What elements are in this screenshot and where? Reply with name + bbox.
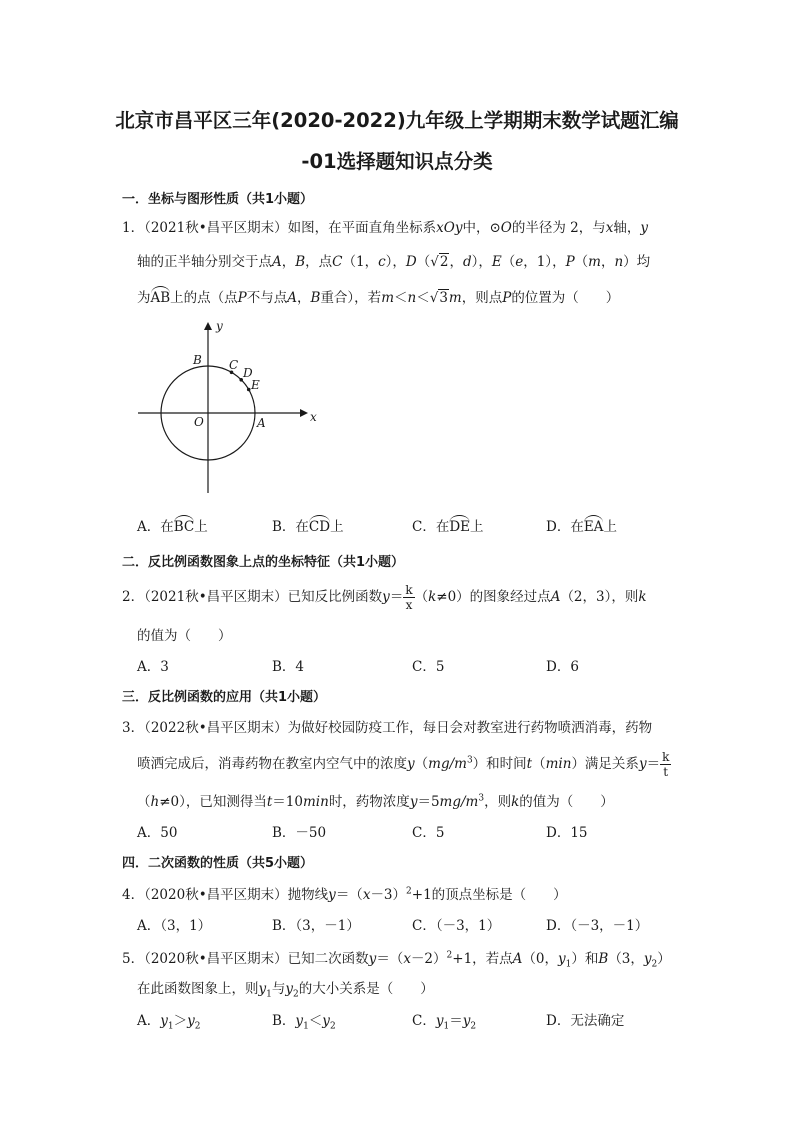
q1-number: 1． [122,220,145,236]
q1-option-b[interactable]: B．在CD上 [272,519,344,535]
fraction-k-over-t: $\frac{k}{t}$ [662,750,670,779]
q4-option-d[interactable]: D．（－3，－1） [546,918,649,934]
q1-option-c[interactable]: C．在DE上 [412,519,484,535]
q5-option-b[interactable]: B．$y_1<y_2$ [272,1013,336,1032]
page-title-line2: -01选择题知识点分类 [301,150,493,173]
y-axis-arrow-icon [204,322,212,330]
q1-option-d[interactable]: D．在EA上 [546,519,617,535]
q2-option-d[interactable]: D．6 [546,659,579,675]
q1-line1: 1．（2021秋•昌平区期末）如图，在平面直角坐标系xOy中，⊙O的半径为 2，与x轴，y [122,220,649,236]
q2-line2: 的值为（ ） [137,628,232,644]
q1-line3: 为AB上的点（点P不与点A，B重合），若m＜n＜√3m，则点P的位置为（ ） [137,290,620,306]
q1-option-a[interactable]: A．在BC上 [137,519,208,535]
q4-option-a[interactable]: A．（3，1） [137,918,212,934]
section-heading-4: 四．二次函数的性质（共5小题） [122,856,314,871]
label-a: A [257,416,266,430]
q3-option-d[interactable]: D．15 [546,825,588,841]
q5-option-c[interactable]: C．$y_1=y_2$ [412,1013,477,1032]
q2-option-a[interactable]: A．3 [137,659,169,675]
q4-line1: 4．（2020秋•昌平区期末）抛物线$y=(x-3)^2+1$的顶点坐标是（ ） [122,886,567,903]
label-o: O [194,415,204,429]
q5-line1: 5．（2020秋•昌平区期末）已知二次函数$y=(x-2)^2+1$，若点A（0，$y_1$）和B（3，$y_2$） [122,950,671,970]
q5-line2: 在此函数图象上，则$y_1$与$y_2$的大小关系是（ ） [137,981,434,1000]
q1-circle-figure [130,318,330,498]
q5-option-d[interactable]: D．无法确定 [546,1013,625,1029]
q3-line3: （h≠0），已知测得当t＝10min时，药物浓度$y=5mg/m^3$，则k的值为（ ） [137,793,614,810]
q1-line2: 轴的正半轴分别交于点A，B，点C（1，c），D（√2，d），E（e，1），P（m，n）均 [137,254,651,270]
q2-option-c[interactable]: C．5 [412,659,445,675]
section-heading-3: 三．反比例函数的应用（共1小题） [122,690,327,705]
q3-line1: 3．（2022秋•昌平区期末）为做好校园防疫工作，每日会对教室进行药物喷洒消毒，药物 [122,720,653,736]
sqrt-symbol: √2 [430,254,449,270]
q2-option-b[interactable]: B．4 [272,659,305,675]
x-axis-arrow-icon [300,409,308,417]
q5-option-a[interactable]: A．$y_1>y_2$ [137,1013,201,1032]
point-e [247,388,251,392]
q4-option-c[interactable]: C．（－3，1） [412,918,501,934]
arc-ab: AB [150,290,171,306]
q2-line1: 2．（2021秋•昌平区期末）已知反比例函数y＝ $\frac{k}{x}$ （k≠0）的图象经过点A（2，3），则k [122,583,647,612]
q3-option-b[interactable]: B．－50 [272,825,327,841]
label-d: D [243,366,253,380]
fraction-k-over-x: $\frac{k}{x}$ [405,583,413,612]
section-heading-2: 二．反比例函数图象上点的坐标特征（共1小题） [122,555,405,570]
section-heading-1: 一．坐标与图形性质（共1小题） [122,192,314,207]
q3-option-a[interactable]: A．50 [137,825,178,841]
label-c: C [229,358,239,372]
q4-option-b[interactable]: B．（3，－1） [272,918,360,934]
label-e: E [251,378,260,392]
page-title-line1: 北京市昌平区三年(2020-2022)九年级上学期期末数学试题汇编 [115,109,679,132]
label-x: x [310,410,317,424]
q3-option-c[interactable]: C．5 [412,825,445,841]
q3-line2: 喷洒完成后，消毒药物在教室内空气中的浓度$y(mg/m^3)$和时间t（min）满足关系y＝ $\frac{k}{t}$ [137,750,670,779]
q1-source: （2021秋•昌平区期末） [144,220,288,236]
label-b: B [193,353,202,367]
label-y: y [216,319,223,333]
